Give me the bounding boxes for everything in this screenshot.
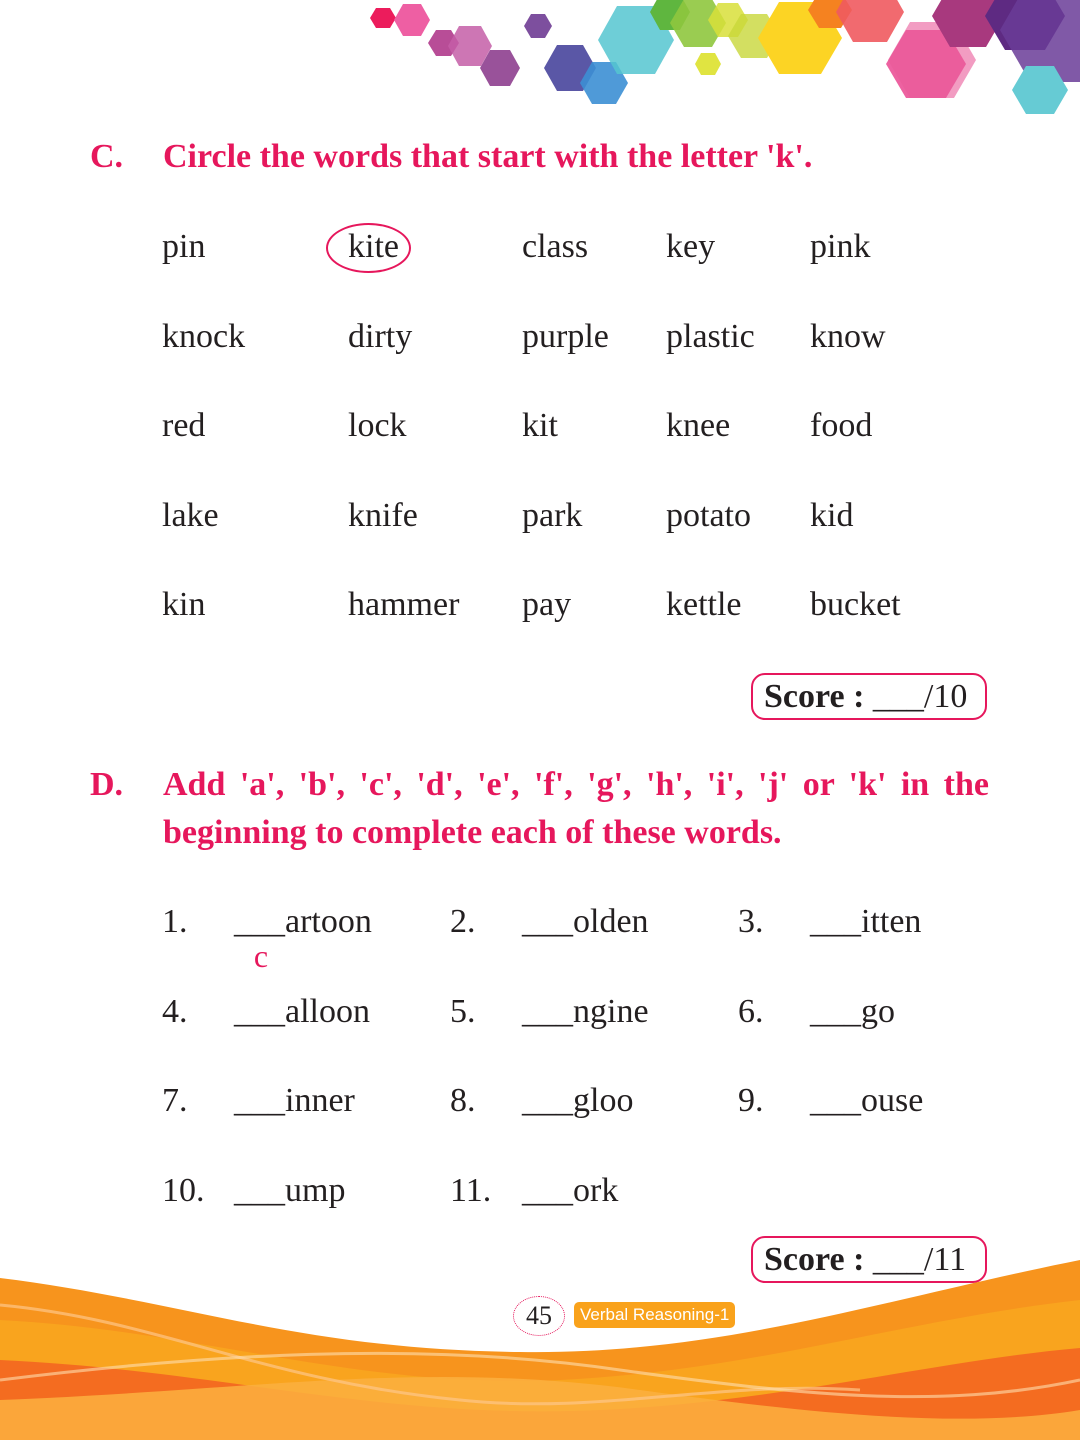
word-item[interactable]: dirty (348, 317, 413, 355)
score-box (751, 673, 987, 720)
word-item[interactable]: potato (666, 496, 751, 534)
word-item[interactable]: kin (162, 586, 206, 623)
word-with-blank: ___ump (234, 1171, 346, 1209)
section-letter: C. (90, 138, 124, 175)
circled-word[interactable]: kite (348, 220, 399, 274)
fill-row (162, 1074, 982, 1164)
item-number: 6. (738, 992, 764, 1030)
fill-in-word[interactable] (810, 985, 895, 1039)
word-with-blank: ___ouse (810, 1082, 924, 1119)
hexagon-decoration (0, 0, 1080, 130)
word-item[interactable]: kettle (666, 586, 742, 623)
word-item[interactable]: lock (348, 407, 407, 444)
section-instruction: Add 'a', 'b', 'c', 'd', 'e', 'f', 'g', 'h', 'i', 'j' or 'k' in the beginning to complete each of these words. (163, 766, 989, 851)
score-value[interactable]: ___/11 (872, 1241, 967, 1278)
fill-row (162, 985, 982, 1075)
word-item[interactable]: know (810, 317, 886, 355)
word-item[interactable]: pink (810, 228, 871, 265)
word-with-blank: ___go (810, 992, 895, 1030)
score-value[interactable]: ___/10 (872, 678, 968, 715)
word-item[interactable]: bucket (810, 586, 901, 623)
word-with-blank: ___artoon (234, 903, 372, 940)
word-with-blank: ___gloo (522, 1082, 634, 1119)
item-number: 11. (450, 1171, 492, 1209)
word-item[interactable]: park (522, 496, 583, 534)
word-with-blank: ___itten (810, 903, 922, 940)
word-with-blank: ___ork (522, 1171, 619, 1209)
word-item[interactable]: purple (522, 317, 609, 355)
word-with-blank: ___olden (522, 903, 649, 940)
fill-in-word[interactable] (522, 985, 649, 1039)
word-item[interactable]: hammer (348, 586, 460, 623)
page-number: 45 (513, 1296, 565, 1336)
word-item[interactable]: pay (522, 586, 572, 623)
item-number: 4. (162, 992, 188, 1030)
fill-in-word[interactable] (522, 1074, 633, 1128)
section-letter: D. (90, 766, 124, 803)
fill-in-word[interactable] (522, 1164, 618, 1218)
word-with-blank: ___inner (234, 1082, 355, 1119)
item-number: 5. (450, 992, 476, 1030)
fill-in-grid (162, 895, 982, 1253)
word-item[interactable]: knock (162, 317, 246, 355)
score-label: Score : (764, 678, 865, 715)
word-row (162, 220, 982, 310)
word-item[interactable]: lake (162, 496, 219, 534)
word-item[interactable]: knee (666, 407, 731, 444)
item-number: 8. (450, 1082, 476, 1119)
word-with-blank: ___ngine (522, 992, 649, 1030)
fill-in-word[interactable] (234, 1164, 345, 1218)
item-number: 7. (162, 1082, 188, 1119)
fill-in-word[interactable] (234, 1074, 355, 1128)
word-item[interactable]: red (162, 407, 206, 444)
fill-in-word[interactable] (522, 895, 649, 949)
fill-in-word[interactable] (234, 985, 370, 1039)
fill-row (162, 895, 982, 985)
word-item[interactable]: kid (810, 496, 854, 534)
word-item[interactable]: class (522, 228, 589, 265)
word-row (162, 578, 982, 668)
page-footer (0, 1296, 1080, 1336)
word-item[interactable]: plastic (666, 317, 755, 355)
word-with-blank: ___alloon (234, 992, 370, 1030)
item-number: 3. (738, 903, 764, 940)
item-number: 9. (738, 1082, 764, 1119)
word-item[interactable]: pin (162, 228, 206, 265)
answer-example: c (253, 938, 269, 974)
item-number: 2. (450, 903, 476, 940)
word-row (162, 310, 982, 400)
word-row (162, 399, 982, 489)
score-label: Score : (764, 1241, 865, 1278)
fill-in-word[interactable] (810, 1074, 923, 1128)
fill-in-word[interactable] (234, 895, 372, 974)
book-title-badge: Verbal Reasoning-1 (574, 1302, 735, 1328)
item-number: 10. (162, 1171, 205, 1209)
word-grid (162, 220, 982, 668)
wave-decoration (0, 1260, 1080, 1440)
word-item[interactable]: knife (348, 496, 418, 534)
word-row (162, 489, 982, 579)
item-number: 1. (162, 903, 188, 940)
fill-in-word[interactable] (810, 895, 921, 949)
word-item[interactable]: key (666, 228, 716, 265)
word-item[interactable]: food (810, 407, 873, 444)
section-instruction: Circle the words that start with the letter 'k'. (163, 138, 813, 175)
word-item[interactable]: kit (522, 407, 558, 444)
